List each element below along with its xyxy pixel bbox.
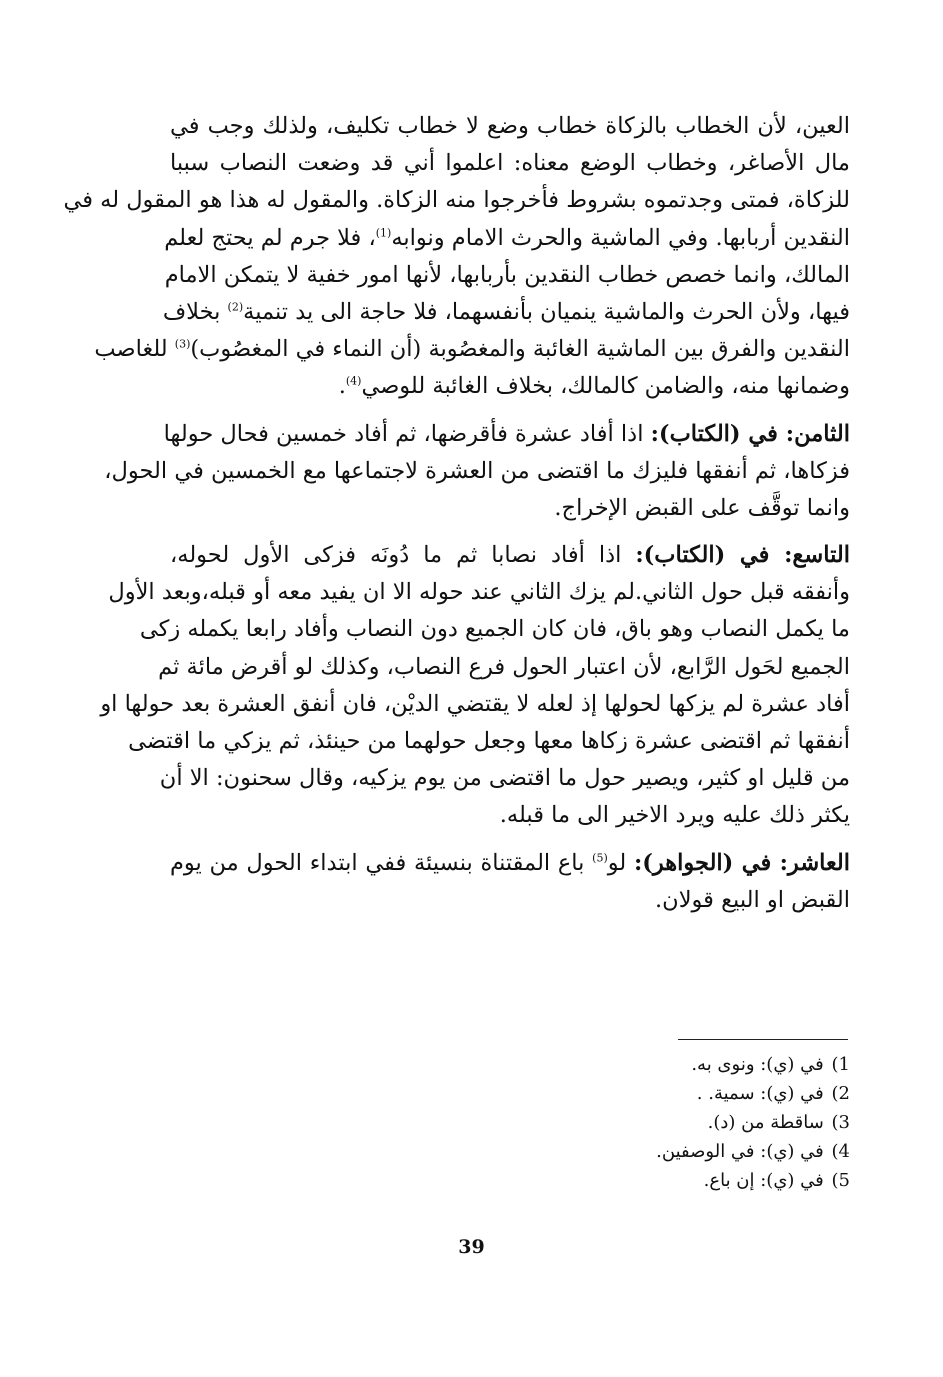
footnote-text: في (ي): سمية. . xyxy=(696,1083,824,1104)
text-line: أنفقها ثم اقتضى عشرة زكاها معها وجعل حولهما من حينئذ، ثم يزكي ما اقتضى xyxy=(128,728,850,754)
paragraph-4 xyxy=(170,845,850,919)
footnote-number: 1) xyxy=(831,1054,850,1075)
text-segment: ، فلا جرم لم يحتج لعلم xyxy=(164,224,376,251)
footnote-divider xyxy=(678,1039,848,1040)
page-number: 39 xyxy=(458,1236,485,1258)
text-line xyxy=(94,331,850,368)
text-line: من قليل او كثير، ويصير حول ما اقتضى من يوم يزكيه، وقال سحنون: الا أن xyxy=(159,765,850,792)
text-line: فزكاها، ثم أنفقها فليزك ما اقتضى من العشرة لاجتماعها مع الخمسين في الحول، xyxy=(104,457,850,484)
text-line xyxy=(170,368,850,405)
text-segment: اذا أفاد نصابا ثم ما دُونَه فزكى الأول لحوله، xyxy=(170,542,636,569)
text-segment: لو xyxy=(607,849,634,876)
paragraph-1 xyxy=(63,108,850,406)
section-heading-eighth: الثامن: في (الكتاب): xyxy=(650,420,850,447)
text-segment: اذا أفاد عشرة فأقرضها، ثم أفاد خمسين فحال حولها xyxy=(163,420,651,447)
page-body xyxy=(63,108,850,919)
footnote-number: 2) xyxy=(831,1083,850,1104)
text-line: وانما توقَّف على القبض الإخراج. xyxy=(554,494,850,521)
footnote-item xyxy=(656,1079,850,1108)
text-line xyxy=(170,537,850,574)
footnote-text: في (ي): في الوصفين. xyxy=(656,1141,824,1162)
text-line xyxy=(164,220,850,257)
text-line: القبض او البيع قولان. xyxy=(655,886,850,913)
text-line: المالك، وانما خصص خطاب النقدين بأربابها، لأنها امور خفية لا يتمكن الامام xyxy=(164,261,850,288)
footnote-text: في (ي): إن باع. xyxy=(703,1170,824,1191)
text-segment: النقدين أربابها. وفي الماشية والحرث الامام ونوابه xyxy=(391,224,850,251)
footnotes xyxy=(656,1050,850,1195)
text-line xyxy=(170,845,850,882)
footnote-item xyxy=(656,1137,850,1166)
text-segment: وضمانها منه، والضامن كالمالك، بخلاف الغائبة للوصي xyxy=(361,373,850,400)
footnote-marker-2[interactable]: (2) xyxy=(227,300,244,314)
text-segment: باع المقتناة بنسيئة ففي ابتداء الحول من يوم xyxy=(170,849,593,876)
footnote-marker-3[interactable]: (3) xyxy=(174,337,191,351)
footnote-item xyxy=(656,1050,850,1079)
paragraph-2 xyxy=(104,416,850,528)
text-line: للزكاة، فمتى وجدتموه بشروط فأخرجوا منه الزكاة. والمقول له هذا هو المقول له في xyxy=(63,187,850,214)
text-line: العين، لأن الخطاب بالزكاة خطاب وضع لا خطاب تكليف، ولذلك وجب في xyxy=(170,113,850,139)
text-segment: للغاصب xyxy=(94,336,175,363)
footnote-marker-1[interactable]: (1) xyxy=(375,226,392,240)
text-line: يكثر ذلك عليه ويرد الاخير الى ما قبله. xyxy=(499,802,850,829)
footnote-text: ساقطة من (د). xyxy=(707,1112,824,1133)
footnote-item xyxy=(656,1166,850,1195)
text-segment: فيها، ولأن الحرث والماشية ينميان بأنفسهما، فلا حاجة الى يد تنمية xyxy=(243,298,850,325)
footnote-marker-5[interactable]: (5) xyxy=(592,851,608,865)
section-heading-ninth: التاسع: في (الكتاب): xyxy=(635,542,850,569)
text-line: وأنفقه قبل حول الثاني.لم يزك الثاني عند حوله الا ان يفيد معه أو قبله،وبعد الأول xyxy=(108,579,850,606)
text-line: أفاد عشرة لم يزكها لحولها إذ لعله لا يقتضي الديْن، فان أنفق العشرة بعد حولها او xyxy=(100,690,850,717)
text-segment: النقدين والفرق بين الماشية الغائبة والمغصُوبة (أن النماء في المغصُوب) xyxy=(190,336,850,363)
paragraph-3 xyxy=(100,537,850,835)
footnote-marker-4[interactable]: (4) xyxy=(345,374,362,388)
section-heading-tenth: العاشر: في (الجواهر): xyxy=(633,849,850,876)
footnote-item xyxy=(656,1108,850,1137)
footnote-number: 5) xyxy=(831,1170,850,1191)
text-line xyxy=(163,416,850,453)
text-line: مال الأصاغر، وخطاب الوضع معناه: اعلموا أني قد وضعت النصاب سببا xyxy=(170,150,850,177)
footnote-number: 3) xyxy=(831,1112,850,1133)
footnote-text: في (ي): ونوى به. xyxy=(691,1054,824,1075)
text-segment: بخلاف xyxy=(162,298,228,325)
text-line: الجميع لحَول الرَّابع، لأن اعتبار الحول فرع النصاب، وكذلك لو أقرض مائة ثم xyxy=(158,653,850,680)
text-line: ما يكمل النصاب وهو باق، فان كان الجميع دون النصاب وأفاد رابعا يكمله زكى xyxy=(139,616,850,643)
text-segment: . xyxy=(338,373,346,400)
text-line xyxy=(162,294,850,331)
footnote-number: 4) xyxy=(831,1141,850,1162)
